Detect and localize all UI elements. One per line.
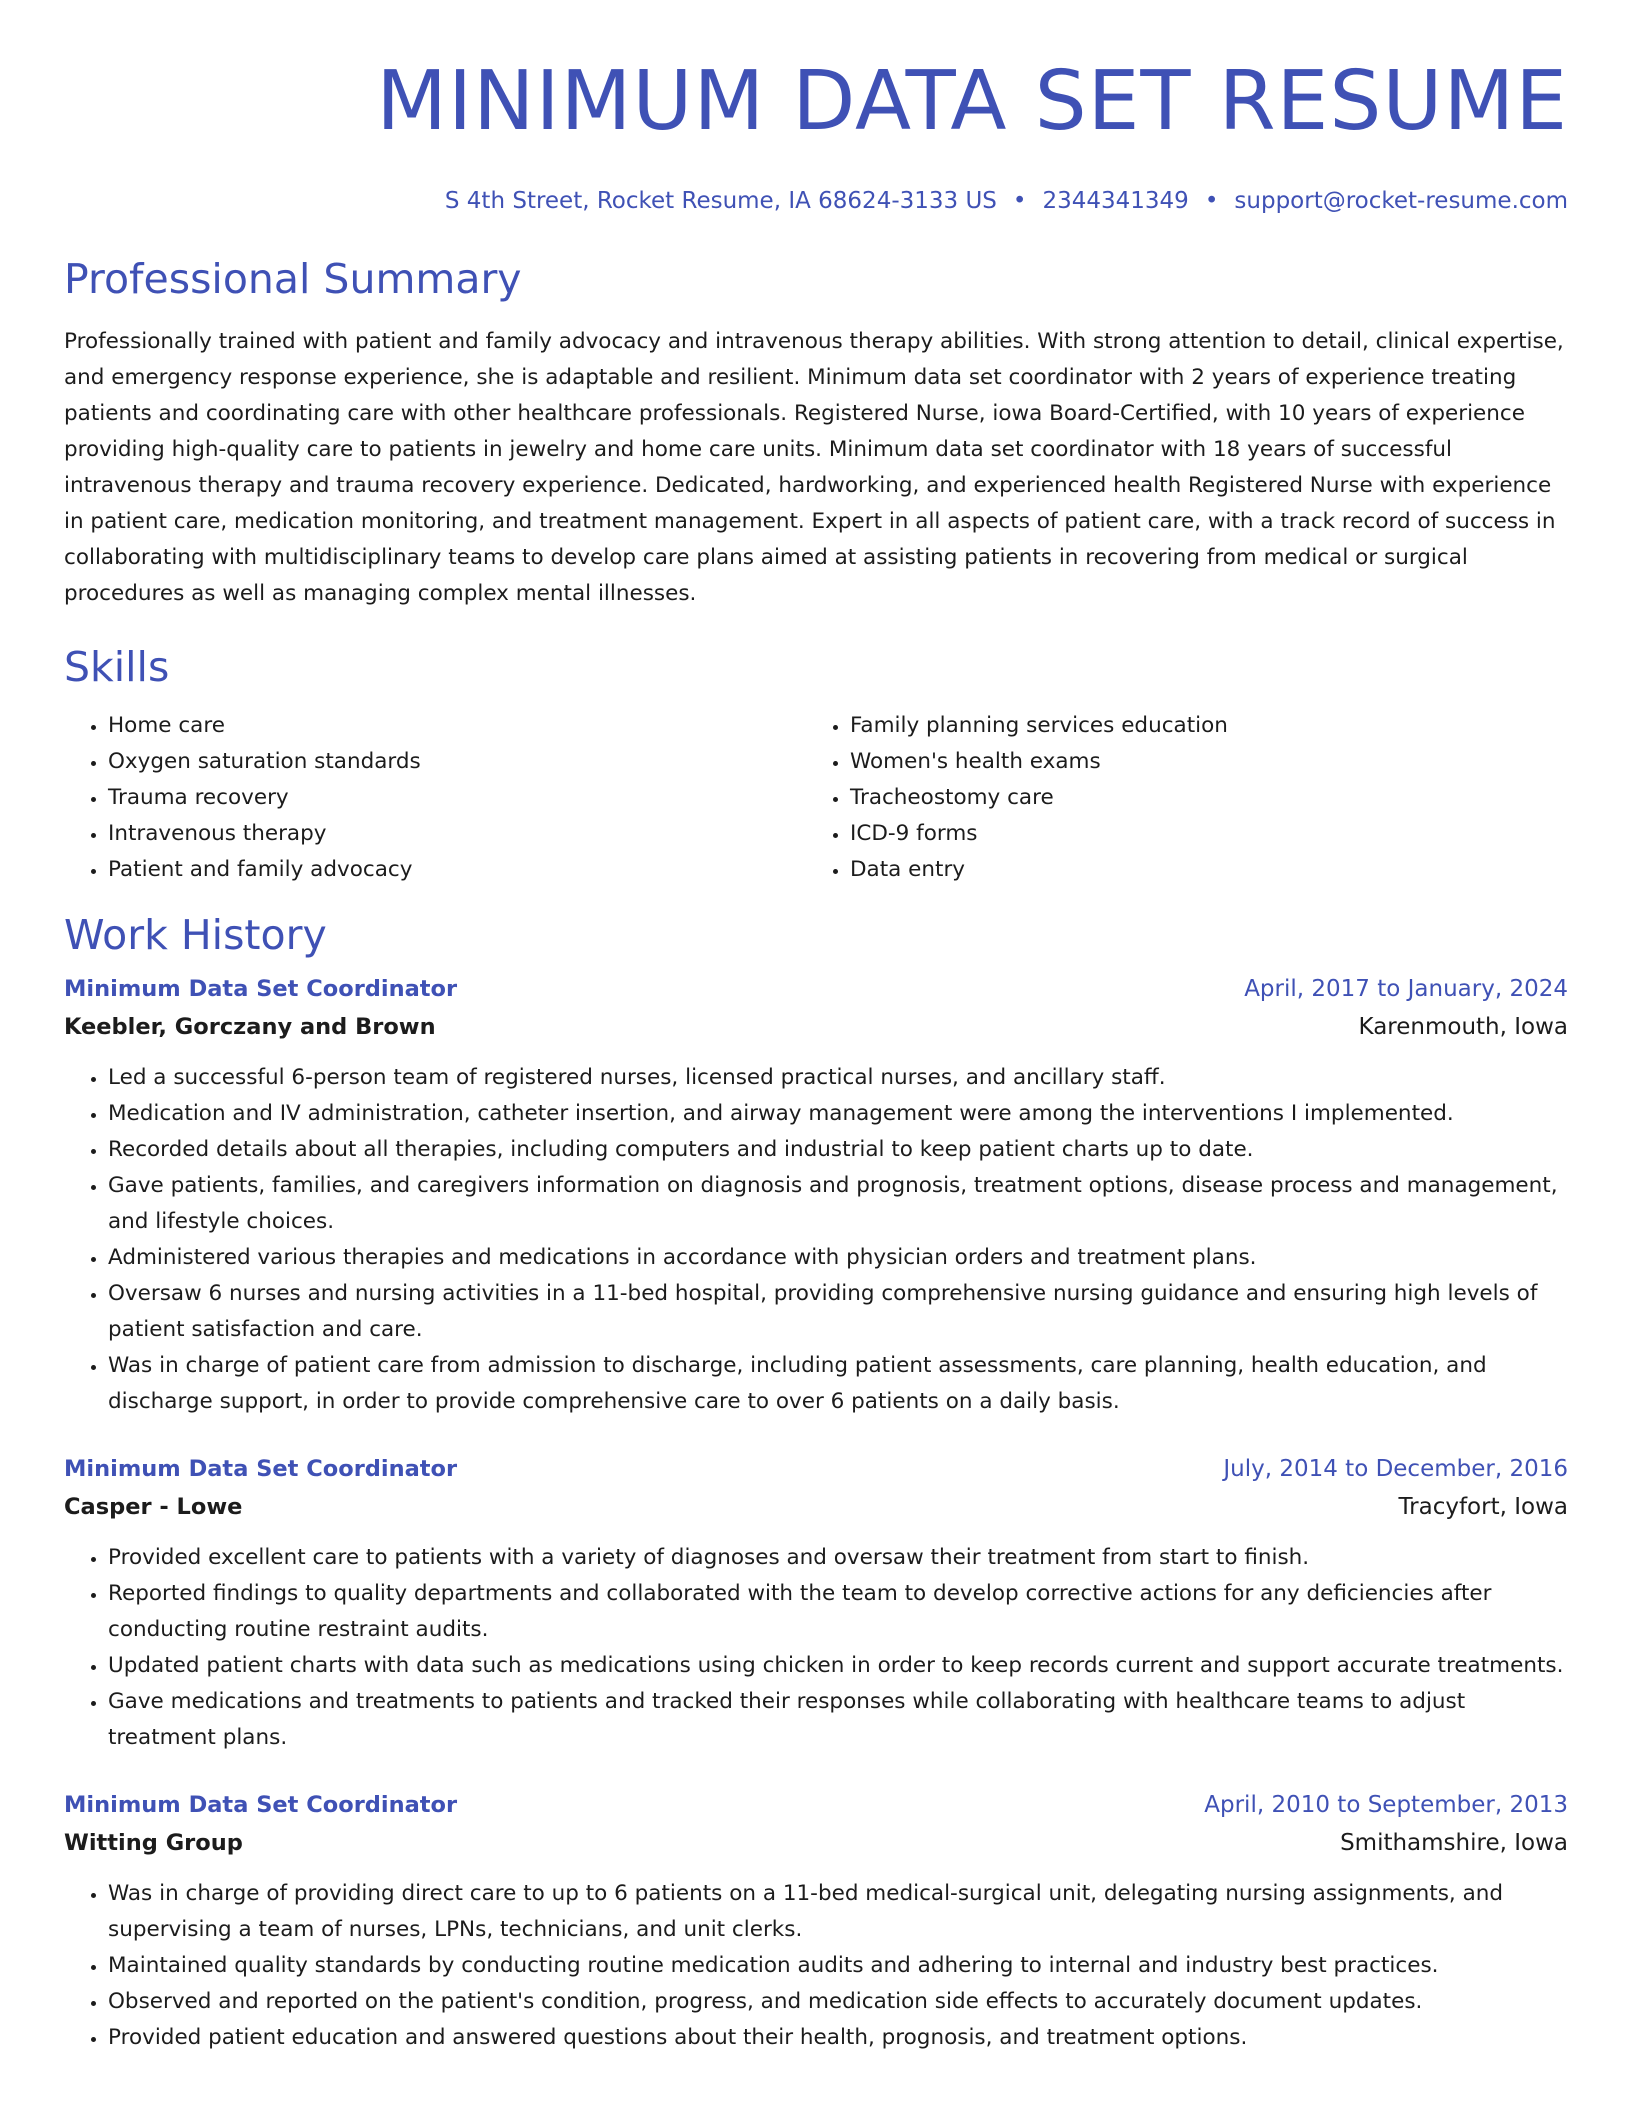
job-bullets [64, 1876, 1568, 2056]
job-bullet: • Reported findings to quality departments and collaborated with the team to develop corrective actions for any deficiencies after conducting routine restraint audits. [108, 1576, 1568, 1648]
job-bullet: • Observed and reported on the patient's condition, progress, and medication side effects to accurately document updates. [108, 1984, 1568, 2020]
summary-heading: Professional Summary [64, 255, 522, 303]
summary-text: Professionally trained with patient and family advocacy and intravenous therapy abilities. With strong attention to detail, clinical expertise, and emergency response experience, she is adaptable and resilient. Minimum data set coordinator with 2 years of experience treating patients and coordinating care with other healthcare professionals. Registered Nurse, iowa Board-Certified, with 10 years of experience providing high-quality care to patients in jewelry and home care units. Minimum data set coordinator with 18 years of successful intravenous therapy and trauma recovery experience. Dedicated, hardworking, and experienced health Registered Nurse with experience in patient care, medication monitoring, and treatment management. Expert in all aspects of patient care, with a track record of success in collaborating with multidisciplinary teams to develop care plans aimed at assisting patients in recovering from medical or surgical procedures as well as managing complex mental illnesses. [64, 329, 1564, 606]
job-bullet: • Provided patient education and answered questions about their health, prognosis, and treatment options. [108, 2020, 1568, 2056]
job-company-row [64, 1008, 1568, 1046]
job-title-row [64, 1450, 1568, 1488]
skills-grid [64, 708, 1568, 888]
skills-list-left [64, 708, 806, 888]
job-location: Tracyfort, Iowa [1398, 1494, 1568, 1520]
skill-item: • Home care [108, 708, 806, 744]
job-entry [64, 970, 1568, 1420]
skill-item: • Trauma recovery [108, 780, 806, 816]
job-title: Minimum Data Set Coordinator [64, 1792, 458, 1818]
job-company: Witting Group [64, 1830, 243, 1856]
job-dates: April, 2017 to January, 2024 [1244, 976, 1568, 1002]
resume-header [64, 0, 1568, 216]
job-bullet: • Updated patient charts with data such as medications using chicken in order to keep records current and support accurate treatments. [108, 1648, 1568, 1684]
job-dates: April, 2010 to September, 2013 [1204, 1792, 1568, 1818]
job-dates: July, 2014 to December, 2016 [1223, 1456, 1568, 1482]
job-bullet: • Maintained quality standards by conducting routine medication audits and adhering to internal and industry best practices. [108, 1948, 1568, 1984]
job-bullet: • Was in charge of patient care from admission to discharge, including patient assessments, care planning, health education, and discharge support, in order to provide comprehensive care to over 6 patients on a daily basis. [108, 1348, 1568, 1420]
job-bullet: • Oversaw 6 nurses and nursing activities in a 11-bed hospital, providing comprehensive nursing guidance and ensuring high levels of patient satisfaction and care. [108, 1276, 1568, 1348]
job-bullet: • Provided excellent care to patients with a variety of diagnoses and oversaw their treatment from start to finish. [108, 1540, 1568, 1576]
contact-phone: 2344341349 [1042, 188, 1189, 214]
skill-item: • Patient and family advocacy [108, 852, 806, 888]
contact-address: S 4th Street, Rocket Resume, IA 68624-3133 US [444, 188, 997, 214]
job-bullet: • Medication and IV administration, catheter insertion, and airway management were among the interventions I implemented. [108, 1096, 1568, 1132]
job-title-row [64, 970, 1568, 1008]
job-bullet: • Administered various therapies and medications in accordance with physician orders and treatment plans. [108, 1240, 1568, 1276]
contact-separator: • [1204, 188, 1219, 214]
job-company-row [64, 1824, 1568, 1862]
work-history-heading: Work History [64, 911, 327, 959]
skill-item: • Data entry [850, 852, 1568, 888]
job-title: Minimum Data Set Coordinator [64, 976, 458, 1002]
resume-name: MINIMUM DATA SET RESUME [376, 54, 1568, 149]
job-bullets [64, 1540, 1568, 1756]
skill-item: • Family planning services education [850, 708, 1568, 744]
job-bullets [64, 1060, 1568, 1420]
work-history-section [64, 910, 1568, 2056]
contact-line [64, 186, 1568, 216]
skills-section [64, 642, 1568, 888]
job-bullet: • Gave patients, families, and caregivers information on diagnosis and prognosis, treatment options, disease process and management, and lifestyle choices. [108, 1168, 1568, 1240]
job-company: Keebler, Gorczany and Brown [64, 1014, 436, 1040]
job-entry [64, 1786, 1568, 2056]
skill-item: • Oxygen saturation standards [108, 744, 806, 780]
contact-separator: • [1012, 188, 1027, 214]
skills-heading: Skills [64, 643, 170, 691]
skill-item: • Intravenous therapy [108, 816, 806, 852]
job-title-row [64, 1786, 1568, 1824]
job-company-row [64, 1488, 1568, 1526]
skill-item: • ICD-9 forms [850, 816, 1568, 852]
job-location: Karenmouth, Iowa [1358, 1014, 1568, 1040]
skill-item: • Tracheostomy care [850, 780, 1568, 816]
skill-item: • Women's health exams [850, 744, 1568, 780]
job-bullet: • Recorded details about all therapies, including computers and industrial to keep patient charts up to date. [108, 1132, 1568, 1168]
skills-list-right [806, 708, 1568, 888]
job-bullet: • Gave medications and treatments to patients and tracked their responses while collaborating with healthcare teams to adjust treatment plans. [108, 1684, 1568, 1756]
job-company: Casper - Lowe [64, 1494, 243, 1520]
job-bullet: • Led a successful 6-person team of registered nurses, licensed practical nurses, and ancillary staff. [108, 1060, 1568, 1096]
job-entry [64, 1450, 1568, 1756]
job-location: Smithamshire, Iowa [1340, 1830, 1568, 1856]
job-bullet: • Was in charge of providing direct care to up to 6 patients on a 11-bed medical-surgical unit, delegating nursing assignments, and supervising a team of nurses, LPNs, technicians, and unit clerks. [108, 1876, 1568, 1948]
contact-email[interactable]: support@rocket-resume.com [1234, 188, 1568, 214]
summary-section [64, 254, 1568, 612]
job-title: Minimum Data Set Coordinator [64, 1456, 458, 1482]
